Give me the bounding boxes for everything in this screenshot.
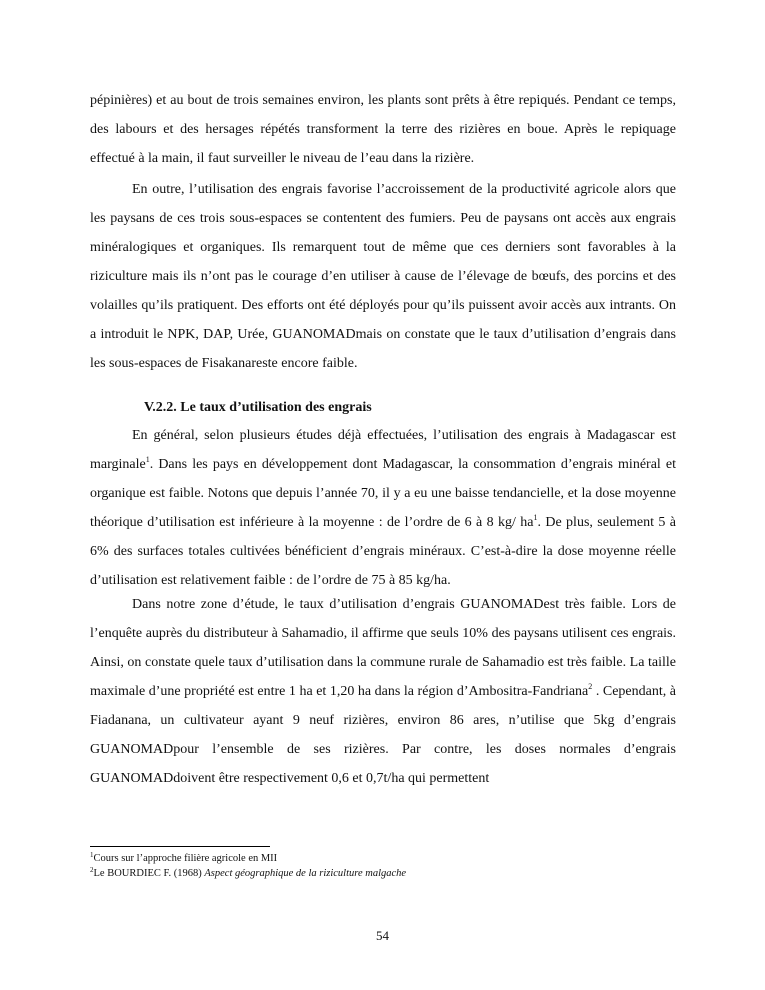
paragraph-repiquage bbox=[90, 86, 676, 173]
footnote-divider bbox=[90, 846, 270, 847]
paragraph-text: . Dans les pays en développement dont Madagascar, la consommation d’engrais minéral et organique est faible. Notons que depuis l’année 70, il y a eu une baisse tendancielle, et la dose moyenne théorique d’utilisation est inférieure à la moyenne : de l’ordre de 6 à 8 kg/ ha bbox=[90, 457, 676, 530]
paragraph-taux-general bbox=[90, 421, 676, 595]
paragraph-zone-etude bbox=[90, 590, 676, 793]
footnote-ref: 2 bbox=[588, 682, 593, 691]
footnote-ref: 1 bbox=[533, 513, 538, 522]
footnote-text: Le BOURDIEC F. (1968) bbox=[93, 868, 205, 879]
footnote-2 bbox=[90, 867, 406, 881]
paragraph-text: . De plus, seulement 5 à 6% des surfaces totales cultivées bénéficient d’engrais minéraux. C’est-à-dire la dose moyenne réelle d’utilisation est relativement faible : de l’ordre de 75 à 85 kg/ha. bbox=[90, 515, 676, 588]
paragraph-engrais-intro bbox=[90, 175, 676, 378]
section-heading: V.2.2. Le taux d’utilisation des engrais bbox=[144, 400, 372, 415]
footnote-mark: 2 bbox=[90, 866, 94, 874]
page-number: 54 bbox=[376, 928, 389, 943]
paragraph-text: En général, selon plusieurs études déjà effectuées, l’utilisation des engrais à Madagascar est marginale bbox=[90, 428, 676, 472]
paragraph-text: Dans notre zone d’étude, le taux d’utilisation d’engrais GUANOMADest très faible. Lors de l’enquête auprès du distributeur à Sahamadio, il affirme que seuls 10% des paysans utilisent ces engrais. Ainsi, on constate quele taux d’utilisation dans la commune rurale de Sahamadio est très faible. La taille maximale d’une propriété est entre 1 ha et 1,20 ha dans la région d’Ambositra-Fandriana bbox=[90, 597, 676, 699]
paragraph-text: . Cependant, à Fiadanana, un cultivateur ayant 9 neuf rizières, environ 86 ares, n’utilise que 5kg d’engrais GUANOMADpour l’ensemble de ses rizières. Par contre, les doses normales d’engrais GUANOMADdoivent être respectivement 0,6 et 0,7t/ha qui permettent bbox=[90, 684, 676, 786]
footnote-text: Cours sur l’approche filière agricole en MII bbox=[93, 853, 278, 864]
footnote-book-title: Aspect géographique de la riziculture malgache bbox=[204, 868, 407, 879]
footnote-ref: 1 bbox=[145, 455, 150, 464]
footnote-mark: 1 bbox=[90, 851, 94, 859]
paragraph-text: pépinières) et au bout de trois semaines environ, les plants sont prêts à être repiqués. Pendant ce temps, des labours et des hersages répétés transforment la terre des rizières en boue. Après le repiquage effectué à la main, il faut surveiller le niveau de l’eau dans la rizière. bbox=[90, 93, 676, 166]
footnote-1 bbox=[90, 852, 277, 866]
paragraph-text: En outre, l’utilisation des engrais favorise l’accroissement de la productivité agricole alors que les paysans de ces trois sous-espaces se contentent des fumiers. Peu de paysans ont accès aux engrais minéralogiques et organiques. Ils remarquent tout de même que ces derniers sont favorables à la riziculture mais ils n’ont pas le courage d’en utiliser à cause de l’élevage de bœufs, des porcins et des volailles qu’ils pratiquent. Des efforts ont été déployés pour qu’ils puissent avoir accès aux intrants. On a introduit le NPK, DAP, Urée, GUANOMADmais on constate que le taux d’utilisation d’engrais dans les sous-espaces de Fisakanareste encore faible. bbox=[90, 182, 676, 371]
